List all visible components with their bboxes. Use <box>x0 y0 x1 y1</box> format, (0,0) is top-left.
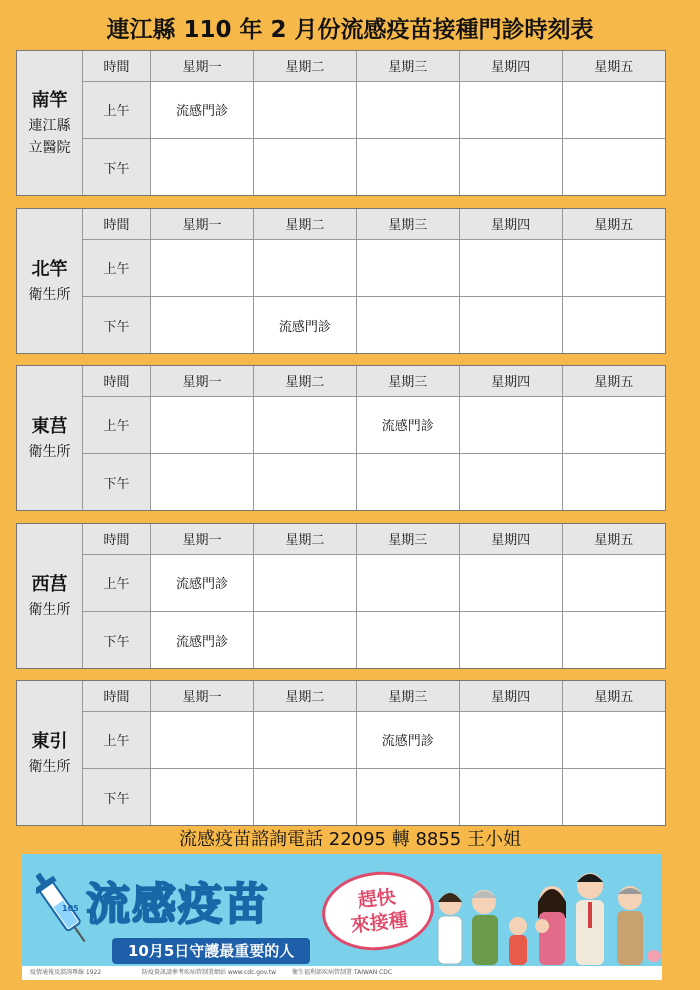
clinic-slot <box>562 554 665 612</box>
clinic-slot <box>459 769 562 825</box>
clinic-slot <box>459 554 562 612</box>
clinic-slot <box>253 769 356 825</box>
clinic-slot: 流感門診 <box>356 396 459 454</box>
day-header: 星期一 <box>151 681 254 711</box>
clinic-slot <box>562 139 665 195</box>
table-row <box>83 554 665 612</box>
site-subtitle: 衛生所 <box>28 444 71 460</box>
family-illustration <box>432 862 662 966</box>
child-figure <box>509 917 527 965</box>
table-row <box>83 769 665 825</box>
day-header: 星期三 <box>356 524 459 554</box>
day-header: 星期四 <box>459 366 562 396</box>
schedule-table <box>83 366 665 510</box>
table-header-row <box>83 681 665 711</box>
clinic-slot <box>562 81 665 139</box>
site-label-cell <box>17 366 83 510</box>
table-row <box>83 297 665 353</box>
day-header: 星期三 <box>356 681 459 711</box>
cta-line-1: 趕快 <box>356 886 397 912</box>
site-subtitle: 連江縣立醫院 <box>28 118 71 156</box>
day-header: 星期一 <box>151 51 254 81</box>
grandfather-figure <box>472 890 498 965</box>
clinic-slot <box>253 454 356 510</box>
period-label: 下午 <box>83 454 151 510</box>
site-subtitle: 衛生所 <box>28 759 71 775</box>
clinic-slot <box>562 769 665 825</box>
clinic-slot: 流感門診 <box>151 612 254 668</box>
day-header: 星期四 <box>459 209 562 239</box>
period-label: 上午 <box>83 711 151 769</box>
schedule-block <box>16 50 666 196</box>
clinic-slot <box>253 139 356 195</box>
day-header: 星期二 <box>253 209 356 239</box>
site-subtitle: 衛生所 <box>28 287 71 303</box>
time-header: 時間 <box>83 209 151 239</box>
day-header: 星期四 <box>459 681 562 711</box>
doctor-figure <box>438 893 462 964</box>
website-text: 防疫資訊請參考疾病管制署網站 www.cdc.gov.tw <box>142 969 277 976</box>
site-label-cell <box>17 681 83 825</box>
period-label: 下午 <box>83 139 151 195</box>
day-header: 星期五 <box>562 366 665 396</box>
clinic-slot <box>356 297 459 353</box>
clinic-slot <box>562 454 665 510</box>
table-row <box>83 139 665 195</box>
day-header: 星期五 <box>562 209 665 239</box>
banner-cta-bubble <box>318 866 438 955</box>
time-header: 時間 <box>83 51 151 81</box>
clinic-slot <box>151 711 254 769</box>
day-header: 星期四 <box>459 51 562 81</box>
campaign-banner <box>22 854 662 980</box>
time-header: 時間 <box>83 524 151 554</box>
clinic-slot <box>356 769 459 825</box>
table-header-row <box>83 51 665 81</box>
period-label: 下午 <box>83 297 151 353</box>
cta-line-2: 來接種 <box>349 909 409 937</box>
table-row <box>83 81 665 139</box>
elder-figure <box>617 886 643 965</box>
day-header: 星期三 <box>356 209 459 239</box>
clinic-slot <box>356 81 459 139</box>
clinic-slot: 流感門診 <box>356 711 459 769</box>
clinic-slot <box>151 769 254 825</box>
clinic-slot <box>459 612 562 668</box>
banner-date-ribbon: 10月5日守護最重要的人 <box>112 938 310 964</box>
clinic-slot <box>151 139 254 195</box>
page-title: 連江縣 110 年 2 月份流感疫苗接種門診時刻表 <box>106 17 594 43</box>
site-label-cell <box>17 51 83 195</box>
time-header: 時間 <box>83 681 151 711</box>
site-subtitle: 衛生所 <box>28 602 71 618</box>
table-row <box>83 396 665 454</box>
clinic-slot <box>151 239 254 297</box>
day-header: 星期一 <box>151 366 254 396</box>
table-header-row <box>83 366 665 396</box>
clinic-slot <box>356 612 459 668</box>
site-label-cell <box>17 524 83 668</box>
clinic-slot <box>459 81 562 139</box>
schedule-table <box>83 681 665 825</box>
site-name: 東莒 <box>31 416 68 437</box>
clinic-slot <box>253 396 356 454</box>
clinic-slot: 流感門診 <box>253 297 356 353</box>
period-label: 上午 <box>83 554 151 612</box>
site-name: 西莒 <box>31 574 68 595</box>
clinic-slot <box>459 239 562 297</box>
table-header-row <box>83 209 665 239</box>
table-row <box>83 239 665 297</box>
clinic-slot <box>253 81 356 139</box>
site-name: 南竿 <box>31 90 68 111</box>
pig-mascot <box>647 950 661 962</box>
clinic-slot <box>459 454 562 510</box>
day-header: 星期二 <box>253 366 356 396</box>
banner-main-title: 流感疫苗 <box>86 879 270 930</box>
schedule-block <box>16 208 666 354</box>
clinic-slot: 流感門診 <box>151 554 254 612</box>
schedule-table <box>83 209 665 353</box>
day-header: 星期二 <box>253 524 356 554</box>
period-label: 上午 <box>83 239 151 297</box>
clinic-slot <box>356 239 459 297</box>
clinic-slot <box>356 554 459 612</box>
period-label: 上午 <box>83 396 151 454</box>
schedule-table <box>83 51 665 195</box>
syringe-label: 105 <box>62 904 79 913</box>
clinic-slot: 流感門診 <box>151 81 254 139</box>
clinic-slot <box>253 711 356 769</box>
day-header: 星期五 <box>562 681 665 711</box>
agency-text: 衛生福利部疾病管制署 TAIWAN CDC <box>292 969 393 976</box>
clinic-slot <box>356 454 459 510</box>
table-row <box>83 612 665 668</box>
day-header: 星期五 <box>562 524 665 554</box>
day-header: 星期三 <box>356 51 459 81</box>
day-header: 星期一 <box>151 209 254 239</box>
schedule-block <box>16 365 666 511</box>
time-header: 時間 <box>83 366 151 396</box>
clinic-slot <box>562 711 665 769</box>
table-row <box>83 454 665 510</box>
day-header: 星期五 <box>562 51 665 81</box>
clinic-slot <box>562 297 665 353</box>
site-label-cell <box>17 209 83 353</box>
clinic-slot <box>562 239 665 297</box>
day-header: 星期二 <box>253 681 356 711</box>
clinic-slot <box>151 297 254 353</box>
table-row <box>83 711 665 769</box>
day-header: 星期四 <box>459 524 562 554</box>
day-header: 星期二 <box>253 51 356 81</box>
clinic-slot <box>151 396 254 454</box>
consultation-phone-line: 流感疫苗諮詢電話 22095 轉 8855 王小姐 <box>179 829 521 850</box>
hotline-text: 疫情通報及諮詢專線 1922 <box>30 969 102 976</box>
day-header: 星期三 <box>356 366 459 396</box>
table-header-row <box>83 524 665 554</box>
clinic-slot <box>253 554 356 612</box>
father-figure <box>576 873 604 965</box>
schedule-block <box>16 523 666 669</box>
clinic-slot <box>151 454 254 510</box>
schedule-table <box>83 524 665 668</box>
site-name: 北竿 <box>31 259 68 280</box>
clinic-slot <box>459 711 562 769</box>
schedule-block <box>16 680 666 826</box>
clinic-slot <box>459 297 562 353</box>
clinic-slot <box>459 396 562 454</box>
period-label: 下午 <box>83 769 151 825</box>
mother-figure <box>535 886 566 965</box>
clinic-slot <box>562 396 665 454</box>
clinic-slot <box>562 612 665 668</box>
day-header: 星期一 <box>151 524 254 554</box>
site-name: 東引 <box>31 731 68 752</box>
period-label: 下午 <box>83 612 151 668</box>
clinic-slot <box>253 612 356 668</box>
clinic-slot <box>356 139 459 195</box>
period-label: 上午 <box>83 81 151 139</box>
clinic-slot <box>253 239 356 297</box>
clinic-slot <box>459 139 562 195</box>
